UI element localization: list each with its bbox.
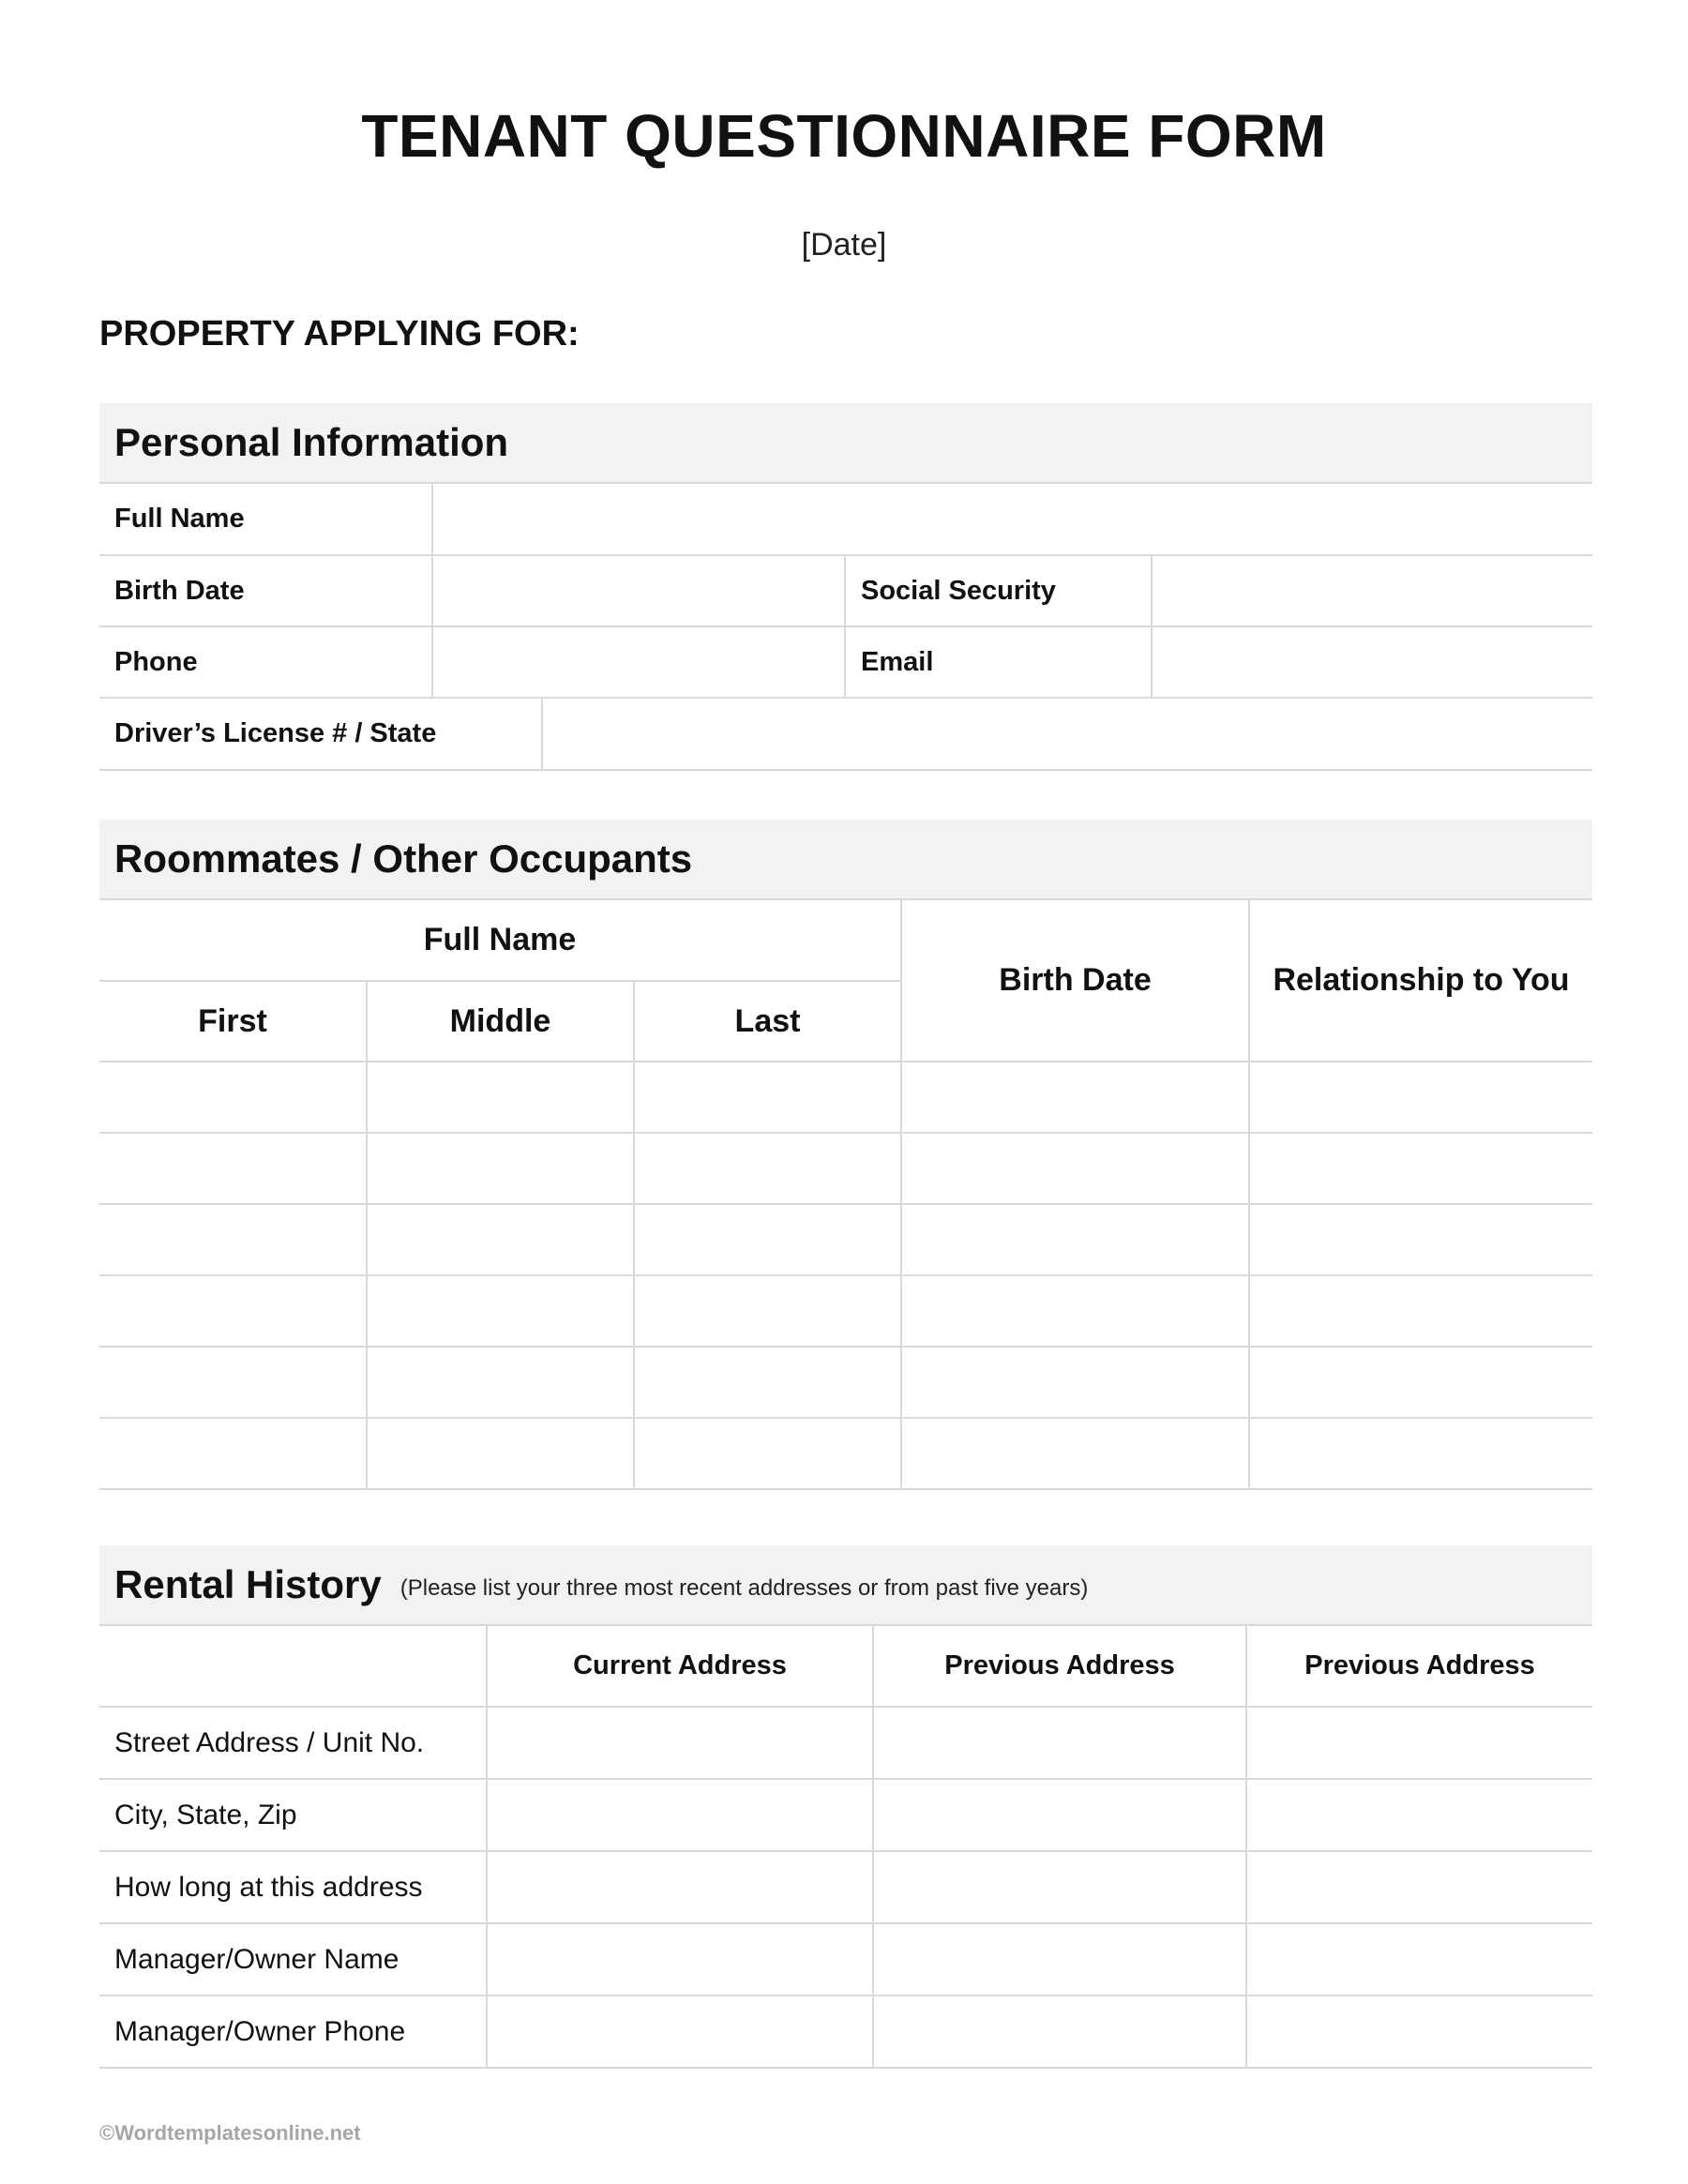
occupant-birth-date-field[interactable] bbox=[901, 1347, 1249, 1418]
duration-label: How long at this address bbox=[99, 1851, 487, 1923]
occupant-first-field[interactable] bbox=[99, 1347, 367, 1418]
occupant-relationship-field[interactable] bbox=[1249, 1418, 1592, 1489]
table-row bbox=[99, 1923, 1592, 1996]
phone-field[interactable] bbox=[432, 626, 845, 698]
section-title: Personal Information bbox=[114, 420, 509, 464]
occupants-header bbox=[99, 820, 1592, 900]
table-row bbox=[99, 1062, 1592, 1133]
occupant-relationship-field[interactable] bbox=[1249, 1062, 1592, 1133]
occupant-first-field[interactable] bbox=[99, 1062, 367, 1133]
table-row bbox=[99, 484, 1592, 555]
personal-information-table bbox=[99, 484, 1592, 699]
birth-date-field[interactable] bbox=[432, 555, 845, 626]
occupant-last-field[interactable] bbox=[634, 1418, 901, 1489]
occupant-birth-date-field[interactable] bbox=[901, 1275, 1249, 1347]
rental-history-note: (Please list your three most recent addresses or from past five years) bbox=[399, 1575, 1089, 1601]
occupant-middle-field[interactable] bbox=[367, 1133, 634, 1204]
occupant-relationship-field[interactable] bbox=[1249, 1133, 1592, 1204]
previous-street-field[interactable] bbox=[873, 1707, 1246, 1779]
rental-history-section bbox=[99, 1545, 1592, 2069]
current-duration-field[interactable] bbox=[487, 1851, 873, 1923]
first-name-header: First bbox=[99, 981, 367, 1062]
drivers-license-label: Driver’s License # / State bbox=[99, 699, 542, 770]
occupant-first-field[interactable] bbox=[99, 1275, 367, 1347]
table-row bbox=[99, 1996, 1592, 2068]
social-security-label: Social Security bbox=[845, 555, 1152, 626]
previous-manager-phone-field[interactable] bbox=[873, 1996, 1246, 2068]
occupant-birth-date-field[interactable] bbox=[901, 1418, 1249, 1489]
table-row bbox=[99, 699, 1592, 770]
occupant-last-field[interactable] bbox=[634, 1062, 901, 1133]
occupant-last-field[interactable] bbox=[634, 1347, 901, 1418]
table-row bbox=[99, 1347, 1592, 1418]
email-field[interactable] bbox=[1152, 626, 1592, 698]
table-row bbox=[99, 1851, 1592, 1923]
occupant-last-field[interactable] bbox=[634, 1133, 901, 1204]
occupant-relationship-field[interactable] bbox=[1249, 1204, 1592, 1275]
full-name-label: Full Name bbox=[99, 484, 432, 555]
manager-name-label: Manager/Owner Name bbox=[99, 1923, 487, 1996]
table-row bbox=[99, 1204, 1592, 1275]
current-address-header: Current Address bbox=[487, 1626, 873, 1707]
previous-street-field[interactable] bbox=[1246, 1707, 1592, 1779]
table-header-row bbox=[99, 900, 1592, 981]
occupant-birth-date-field[interactable] bbox=[901, 1062, 1249, 1133]
previous-manager-name-field[interactable] bbox=[1246, 1923, 1592, 1996]
previous-address-header: Previous Address bbox=[1246, 1626, 1592, 1707]
city-state-zip-label: City, State, Zip bbox=[99, 1779, 487, 1851]
occupant-middle-field[interactable] bbox=[367, 1275, 634, 1347]
occupants-section bbox=[99, 820, 1592, 1490]
personal-information-section bbox=[99, 403, 1592, 771]
previous-city-field[interactable] bbox=[873, 1779, 1246, 1851]
previous-city-field[interactable] bbox=[1246, 1779, 1592, 1851]
occupant-middle-field[interactable] bbox=[367, 1418, 634, 1489]
table-row bbox=[99, 1707, 1592, 1779]
occupant-middle-field[interactable] bbox=[367, 1204, 634, 1275]
occupant-first-field[interactable] bbox=[99, 1204, 367, 1275]
previous-manager-phone-field[interactable] bbox=[1246, 1996, 1592, 2068]
full-name-header: Full Name bbox=[99, 900, 901, 981]
current-manager-phone-field[interactable] bbox=[487, 1996, 873, 2068]
occupant-first-field[interactable] bbox=[99, 1133, 367, 1204]
rental-history-table bbox=[99, 1626, 1592, 2069]
last-name-header: Last bbox=[634, 981, 901, 1062]
current-city-field[interactable] bbox=[487, 1779, 873, 1851]
section-title: Rental History bbox=[114, 1562, 382, 1606]
current-manager-name-field[interactable] bbox=[487, 1923, 873, 1996]
current-street-field[interactable] bbox=[487, 1707, 873, 1779]
full-name-field[interactable] bbox=[432, 484, 1592, 555]
occupant-relationship-field[interactable] bbox=[1249, 1275, 1592, 1347]
occupant-birth-date-field[interactable] bbox=[901, 1204, 1249, 1275]
occupant-last-field[interactable] bbox=[634, 1204, 901, 1275]
rental-history-header bbox=[99, 1545, 1592, 1626]
middle-name-header: Middle bbox=[367, 981, 634, 1062]
manager-phone-label: Manager/Owner Phone bbox=[99, 1996, 487, 2068]
table-row bbox=[99, 555, 1592, 626]
table-row bbox=[99, 1418, 1592, 1489]
previous-manager-name-field[interactable] bbox=[873, 1923, 1246, 1996]
occupant-middle-field[interactable] bbox=[367, 1347, 634, 1418]
table-row bbox=[99, 1275, 1592, 1347]
property-applying-label: PROPERTY APPLYING FOR: bbox=[99, 314, 580, 354]
personal-information-header bbox=[99, 403, 1592, 484]
occupant-birth-date-field[interactable] bbox=[901, 1133, 1249, 1204]
table-row bbox=[99, 1779, 1592, 1851]
email-label: Email bbox=[845, 626, 1152, 698]
row-label-header bbox=[99, 1626, 487, 1707]
form-title: TENANT QUESTIONNAIRE FORM bbox=[361, 102, 1327, 170]
table-row bbox=[99, 626, 1592, 698]
birth-date-header: Birth Date bbox=[901, 900, 1249, 1062]
watermark-footer: ©Wordtemplatesonline.net bbox=[99, 2121, 361, 2145]
occupant-last-field[interactable] bbox=[634, 1275, 901, 1347]
previous-duration-field[interactable] bbox=[873, 1851, 1246, 1923]
table-header-row bbox=[99, 1626, 1592, 1707]
drivers-license-field[interactable] bbox=[542, 699, 1592, 770]
section-title: Roommates / Other Occupants bbox=[114, 836, 693, 881]
table-row bbox=[99, 1133, 1592, 1204]
occupant-first-field[interactable] bbox=[99, 1418, 367, 1489]
previous-address-header: Previous Address bbox=[873, 1626, 1246, 1707]
phone-label: Phone bbox=[99, 626, 432, 698]
date-field[interactable]: [Date] bbox=[801, 227, 887, 263]
drivers-license-table bbox=[99, 699, 1592, 771]
occupants-table bbox=[99, 900, 1592, 1490]
relationship-header: Relationship to You bbox=[1249, 900, 1592, 1062]
street-address-label: Street Address / Unit No. bbox=[99, 1707, 487, 1779]
occupant-relationship-field[interactable] bbox=[1249, 1347, 1592, 1418]
previous-duration-field[interactable] bbox=[1246, 1851, 1592, 1923]
occupant-middle-field[interactable] bbox=[367, 1062, 634, 1133]
birth-date-label: Birth Date bbox=[99, 555, 432, 626]
social-security-field[interactable] bbox=[1152, 555, 1592, 626]
